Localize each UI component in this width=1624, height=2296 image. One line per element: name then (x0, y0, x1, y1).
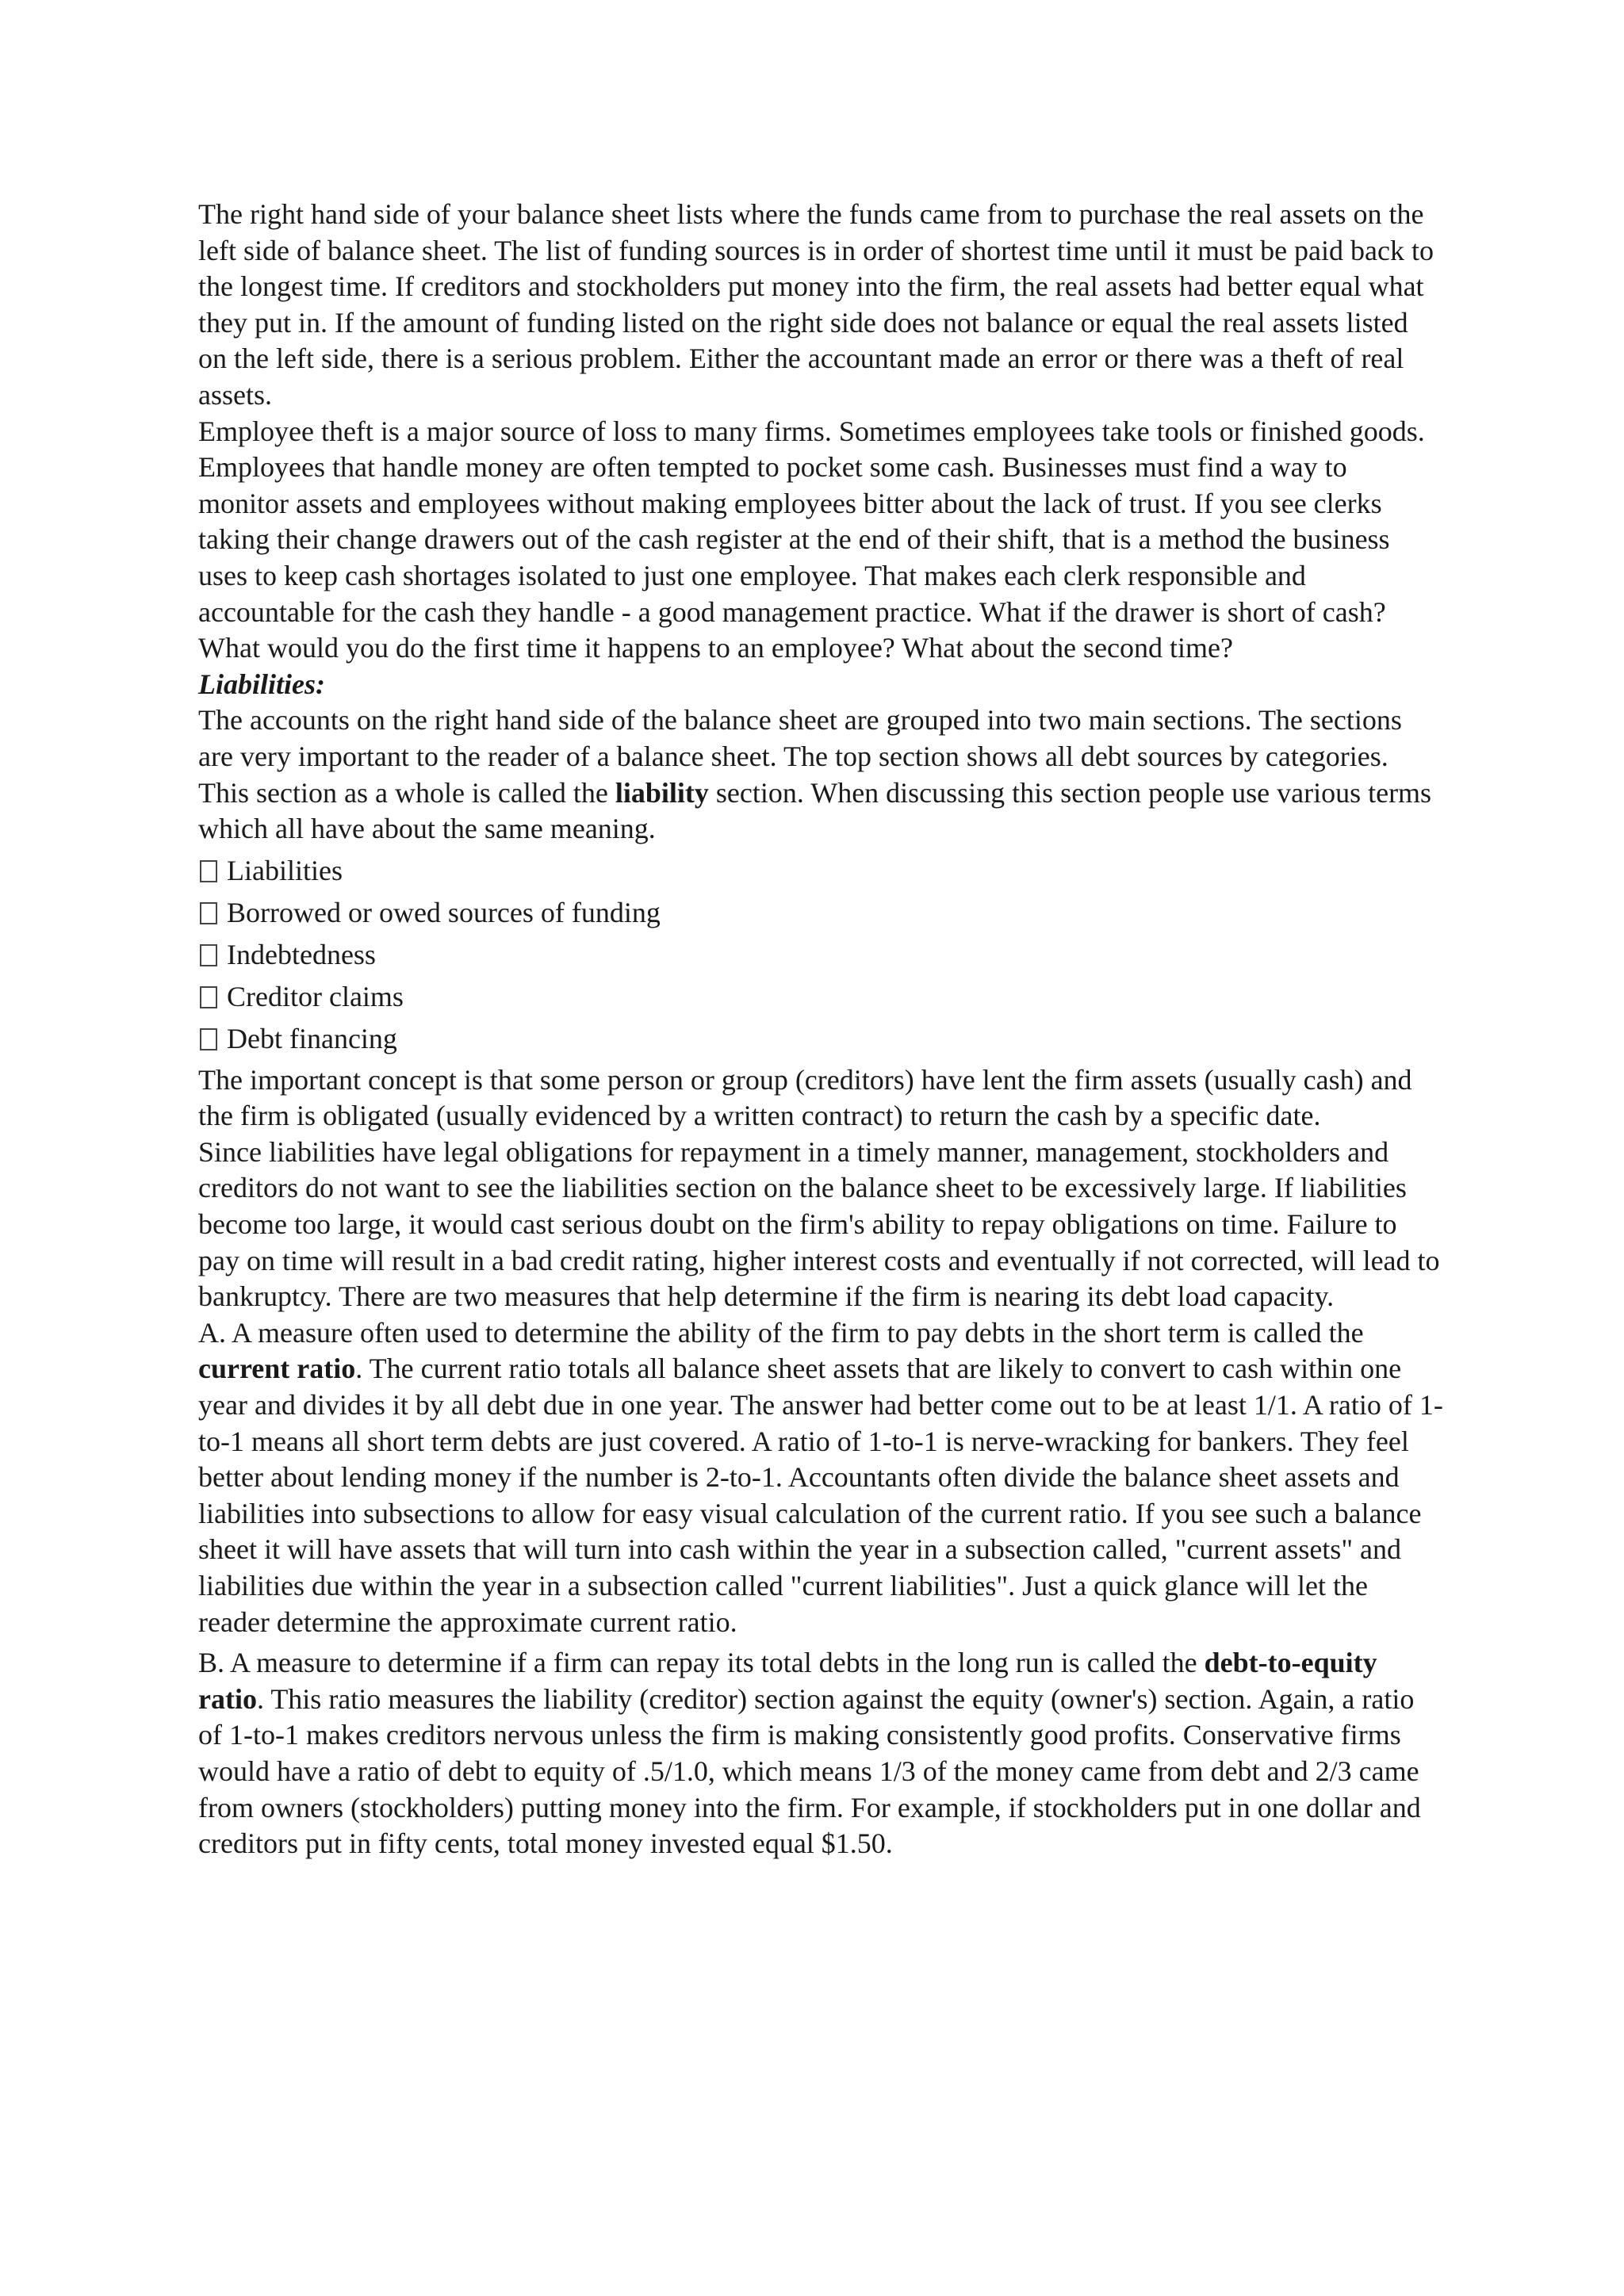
text-run: The accounts on the right hand side of the balance sheet are grouped into two main sections. The sections are very important to the reader of a balance sheet. The top section shows all debt sources by categories. This section as a whole is called the (198, 704, 1402, 809)
list-item (198, 1019, 1443, 1061)
text-run: . The current ratio totals all balance sheet assets that are likely to convert to cash within one year and divides it by all debt due in one year. The answer had better come out to be at least 1/1. A ratio of 1-to-1 means all short term debts are just covered. A ratio of 1-to-1 is nerve-wracking for bankers. They feel better about lending money if the number is 2-to-1. Accountants often divide the balance sheet assets and liabilities into subsections to allow for easy visual calculation of the current ratio. If you see such a balance sheet it will have assets that will turn into cash within the year in a subsection called, "current assets" and liabilities due within the year in a subsection called "current liabilities". Just a quick glance will let the reader determine the approximate current ratio. (198, 1353, 1443, 1638)
liability-terms-list (198, 851, 1443, 1061)
paragraph-important-concept: The important concept is that some person or group (creditors) have lent the firm assets (usually cash) and the firm is obligated (usually evidenced by a written contract) to return the cash by a specific date. (198, 1063, 1412, 1132)
paragraph-debt-to-equity (198, 1645, 1443, 1862)
list-item-text: Debt financing (227, 1023, 397, 1055)
text-run: A. A measure often used to determine the ability of the firm to pay debts in the short term is called the (198, 1316, 1364, 1349)
list-item-text: Borrowed or owed sources of funding (227, 897, 661, 929)
document-page (198, 197, 1443, 1862)
bullet-box-icon (200, 902, 217, 924)
section-heading-liabilities: Liabilities: (198, 668, 325, 700)
list-item-text: Creditor claims (227, 981, 404, 1013)
paragraph-liability-section (198, 702, 1443, 847)
list-item-text: Liabilities (227, 855, 343, 887)
term-debt-to-equity-ratio: debt-to-equity ratio (198, 1647, 1377, 1715)
bullet-box-icon (200, 1028, 217, 1050)
list-item (198, 935, 1443, 977)
paragraph-funding-sources: The right hand side of your balance sheet lists where the funds came from to purchase the real assets on the left side of balance sheet. The list of funding sources is in order of shortest time until it must be paid back to the longest time. If creditors and stockholders put money into the firm, the real assets had better equal what they put in. If the amount of funding listed on the right side does not balance or equal the real assets listed on the left side, there is a serious problem. Either the accountant made an error or there was a theft of real assets. (198, 198, 1434, 411)
text-run: . This ratio measures the liability (creditor) section against the equity (owner's) section. Again, a ratio of 1-to-1 makes creditors nervous unless the firm is making consistently good profits. Conservative firms would have a ratio of debt to equity of .5/1.0, which means 1/3 of the money came from debt and 2/3 came from owners (stockholders) putting money into the firm. For example, if stockholders put in one dollar and creditors put in fifty cents, total money invested equal $1.50. (198, 1682, 1421, 1860)
list-item (198, 893, 1443, 935)
paragraph-employee-theft: Employee theft is a major source of loss to many firms. Sometimes employees take tools or finished goods. Employees that handle money are often tempted to pocket some cash. Businesses must find a way to monitor assets and employees without making employees bitter about the lack of trust. If you see clerks taking their change drawers out of the cash register at the end of their shift, that is a method the business uses to keep cash shortages isolated to just one employee. That makes each clerk responsible and accountable for the cash they handle - a good management practice. What if the drawer is short of cash? What would you do the first time it happens to an employee? What about the second time? (198, 415, 1425, 664)
list-item-text: Indebtedness (227, 939, 376, 971)
term-liability: liability (615, 776, 709, 809)
text-run: section. When discussing this section people use various terms which all have about the same meaning. (198, 776, 1432, 845)
list-item (198, 851, 1443, 893)
bullet-box-icon (200, 944, 217, 966)
term-current-ratio: current ratio (198, 1353, 356, 1385)
paragraph-current-ratio (198, 1315, 1443, 1640)
list-item (198, 977, 1443, 1019)
bullet-box-icon (200, 860, 217, 882)
bullet-box-icon (200, 986, 217, 1008)
text-run: B. A measure to determine if a firm can repay its total debts in the long run is called the (198, 1647, 1205, 1679)
paragraph-legal-obligations: Since liabilities have legal obligations for repayment in a timely manner, management, stockholders and creditors do not want to see the liabilities section on the balance sheet to be excessively large. If liabilities become too large, it would cast serious doubt on the firm's ability to repay obligations on time. Failure to pay on time will result in a bad credit rating, higher interest costs and eventually if not corrected, will lead to bankruptcy. There are two measures that help determine if the firm is nearing its debt load capacity. (198, 1135, 1440, 1313)
